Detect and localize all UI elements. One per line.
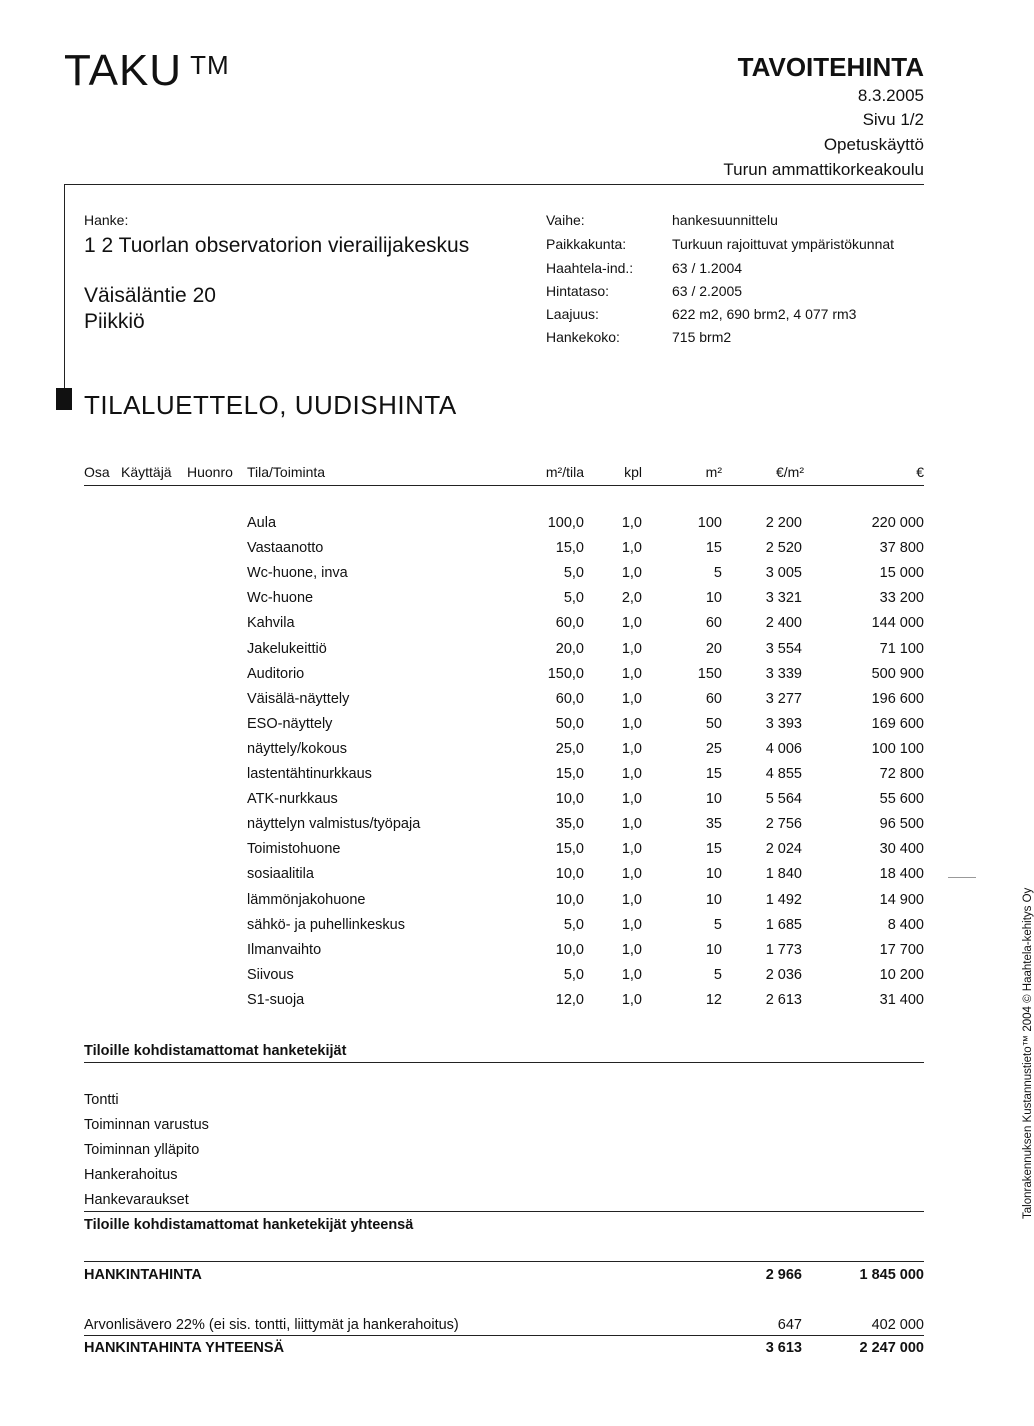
space-name: Wc-huone <box>247 590 314 606</box>
space-eur: 31 400 <box>879 992 924 1008</box>
space-name: lastentähtinurkkaus <box>247 766 372 782</box>
table-header-rule <box>84 485 924 486</box>
document-title: TAVOITEHINTA <box>737 52 924 82</box>
space-eur: 55 600 <box>879 791 924 807</box>
space-name: sähkö- ja puhellinkeskus <box>247 917 405 933</box>
space-m2: 150 <box>697 666 722 682</box>
unallocated-item: Hankerahoitus <box>84 1167 178 1183</box>
space-count: 1,0 <box>621 892 642 908</box>
space-m2-per-space: 60,0 <box>555 691 584 707</box>
space-count: 1,0 <box>621 841 642 857</box>
hankintahinta-eur: 1 845 000 <box>859 1267 924 1283</box>
space-eur-per-m2: 2 613 <box>765 992 802 1008</box>
meta-value-index: 63 / 1.2004 <box>672 260 743 276</box>
space-eur: 71 100 <box>879 641 924 657</box>
header-divider <box>64 184 924 185</box>
space-count: 1,0 <box>621 540 642 556</box>
space-eur-per-m2: 2 036 <box>765 967 802 983</box>
meta-value-extent: 622 m2, 690 brm2, 4 077 rm3 <box>672 306 857 322</box>
space-m2-per-space: 5,0 <box>563 590 584 606</box>
col-room-number: Huonro <box>187 464 233 480</box>
space-eur: 72 800 <box>879 766 924 782</box>
space-m2: 10 <box>705 791 722 807</box>
space-m2: 10 <box>705 942 722 958</box>
project-address: Väisäläntie 20 <box>84 284 216 307</box>
space-eur-per-m2: 3 339 <box>765 666 802 682</box>
space-name: S1-suoja <box>247 992 305 1008</box>
space-m2: 5 <box>713 565 722 581</box>
space-name: Siivous <box>247 967 294 983</box>
space-m2: 10 <box>705 866 722 882</box>
space-eur: 100 100 <box>871 741 924 757</box>
space-name: Ilmanvaihto <box>247 942 322 958</box>
space-name: ATK-nurkkaus <box>247 791 338 807</box>
space-count: 1,0 <box>621 942 642 958</box>
space-name: Auditorio <box>247 666 305 682</box>
space-m2-per-space: 10,0 <box>555 866 584 882</box>
space-eur-per-m2: 3 321 <box>765 590 802 606</box>
col-space: Tila/Toiminta <box>247 464 326 480</box>
col-osa: Osa <box>84 464 110 480</box>
logo-trademark: TM <box>190 50 230 80</box>
space-eur: 196 600 <box>871 691 924 707</box>
grand-total-eur: 2 247 000 <box>859 1340 924 1356</box>
space-count: 2,0 <box>621 590 642 606</box>
space-m2: 100 <box>697 515 722 531</box>
space-count: 1,0 <box>621 741 642 757</box>
space-m2-per-space: 50,0 <box>555 716 584 732</box>
section-title: TILALUETTELO, UUDISHINTA <box>84 390 457 420</box>
meta-value-price-level: 63 / 2.2005 <box>672 283 743 299</box>
space-eur: 17 700 <box>879 942 924 958</box>
space-m2-per-space: 15,0 <box>555 540 584 556</box>
space-eur-per-m2: 1 773 <box>765 942 802 958</box>
space-name: Aula <box>247 515 277 531</box>
meta-value-size: 715 brm2 <box>672 329 732 345</box>
unallocated-item: Hankevaraukset <box>84 1192 189 1208</box>
meta-value-phase: hankesuunnittelu <box>672 212 778 228</box>
space-eur-per-m2: 2 024 <box>765 841 802 857</box>
space-m2: 15 <box>705 540 722 556</box>
space-eur-per-m2: 3 554 <box>765 641 802 657</box>
left-frame-line <box>64 184 65 394</box>
space-count: 1,0 <box>621 766 642 782</box>
grand-total-eur-m2: 3 613 <box>765 1340 802 1356</box>
space-eur: 500 900 <box>871 666 924 682</box>
space-eur-per-m2: 1 492 <box>765 892 802 908</box>
section-marker <box>56 388 72 410</box>
space-m2: 5 <box>713 967 722 983</box>
space-name: Jakelukeittiö <box>247 641 327 657</box>
space-m2: 20 <box>705 641 722 657</box>
meta-label-phase: Vaihe: <box>546 212 585 228</box>
space-eur: 30 400 <box>879 841 924 857</box>
col-m2: m² <box>705 464 722 480</box>
space-m2-per-space: 10,0 <box>555 892 584 908</box>
space-eur-per-m2: 2 520 <box>765 540 802 556</box>
usage-note: Opetuskäyttö <box>823 135 924 154</box>
space-count: 1,0 <box>621 641 642 657</box>
grand-total-label: HANKINTAHINTA YHTEENSÄ <box>84 1340 285 1356</box>
space-eur-per-m2: 1 840 <box>765 866 802 882</box>
meta-label-location: Paikkakunta: <box>546 236 627 252</box>
space-eur: 15 000 <box>879 565 924 581</box>
space-m2: 25 <box>705 741 722 757</box>
hankintahinta-label: HANKINTAHINTA <box>84 1267 202 1283</box>
unallocated-item: Tontti <box>84 1092 119 1108</box>
hankintahinta-rule <box>84 1261 924 1262</box>
space-eur: 96 500 <box>879 816 924 832</box>
space-eur: 37 800 <box>879 540 924 556</box>
space-count: 1,0 <box>621 866 642 882</box>
space-m2-per-space: 20,0 <box>555 641 584 657</box>
space-count: 1,0 <box>621 691 642 707</box>
space-eur: 33 200 <box>879 590 924 606</box>
space-m2: 10 <box>705 892 722 908</box>
space-eur-per-m2: 1 685 <box>765 917 802 933</box>
grand-total-rule <box>84 1335 924 1336</box>
organization: Turun ammattikorkeakoulu <box>723 160 924 179</box>
meta-label-size: Hankekoko: <box>546 329 620 345</box>
space-eur: 14 900 <box>879 892 924 908</box>
space-eur: 10 200 <box>879 967 924 983</box>
space-m2-per-space: 150,0 <box>547 666 584 682</box>
col-user: Käyttäjä <box>121 464 172 480</box>
space-m2: 15 <box>705 841 722 857</box>
space-eur-per-m2: 3 005 <box>765 565 802 581</box>
space-count: 1,0 <box>621 992 642 1008</box>
document-date: 8.3.2005 <box>857 86 924 105</box>
space-name: Vastaanotto <box>247 540 324 556</box>
project-name: 1 2 Tuorlan observatorion vierailijakeskus <box>84 234 470 257</box>
space-m2-per-space: 5,0 <box>563 565 584 581</box>
space-eur-per-m2: 4 855 <box>765 766 802 782</box>
space-name: näyttely/kokous <box>247 741 347 757</box>
vat-eur: 402 000 <box>871 1317 924 1333</box>
page-number: Sivu 1/2 <box>862 110 924 129</box>
space-eur: 144 000 <box>871 615 924 631</box>
space-eur-per-m2: 2 400 <box>765 615 802 631</box>
space-count: 1,0 <box>621 716 642 732</box>
logo-text: TAKU <box>64 46 183 95</box>
space-eur-per-m2: 3 277 <box>765 691 802 707</box>
space-count: 1,0 <box>621 615 642 631</box>
copyright-side-note: Talonrakennuksen Kustannustieto™ 2004 © Haahtela-kehitys Oy <box>1022 887 1034 1219</box>
space-name: näyttelyn valmistus/työpaja <box>247 816 421 832</box>
space-count: 1,0 <box>621 816 642 832</box>
col-eur-per-m2: €/m² <box>776 464 804 480</box>
col-eur: € <box>916 464 924 480</box>
space-m2-per-space: 15,0 <box>555 766 584 782</box>
unallocated-item: Toiminnan ylläpito <box>84 1142 200 1158</box>
meta-label-price-level: Hintataso: <box>546 283 610 299</box>
space-m2-per-space: 5,0 <box>563 917 584 933</box>
space-name: Kahvila <box>247 615 295 631</box>
meta-label-index: Haahtela-ind.: <box>546 260 634 276</box>
margin-mark <box>948 877 976 878</box>
space-name: sosiaalitila <box>247 866 314 882</box>
space-m2: 5 <box>713 917 722 933</box>
space-eur-per-m2: 5 564 <box>765 791 802 807</box>
space-m2: 15 <box>705 766 722 782</box>
space-name: Wc-huone, inva <box>247 565 348 581</box>
project-label: Hanke: <box>84 212 129 228</box>
space-m2: 35 <box>705 816 722 832</box>
space-m2-per-space: 10,0 <box>555 791 584 807</box>
space-m2: 12 <box>705 992 722 1008</box>
space-count: 1,0 <box>621 967 642 983</box>
space-eur-per-m2: 2 200 <box>765 515 802 531</box>
space-m2-per-space: 10,0 <box>555 942 584 958</box>
space-m2-per-space: 5,0 <box>563 967 584 983</box>
unallocated-heading: Tiloille kohdistamattomat hanketekijät <box>84 1043 347 1059</box>
vat-label: Arvonlisävero 22% (ei sis. tontti, liittymät ja hankerahoitus) <box>84 1317 459 1333</box>
project-city: Piikkiö <box>84 310 145 333</box>
space-m2-per-space: 100,0 <box>547 515 584 531</box>
space-m2-per-space: 60,0 <box>555 615 584 631</box>
space-name: lämmönjakohuone <box>247 892 366 908</box>
space-eur: 220 000 <box>871 515 924 531</box>
space-eur: 8 400 <box>887 917 924 933</box>
space-m2: 10 <box>705 590 722 606</box>
space-m2: 50 <box>705 716 722 732</box>
unallocated-item: Toiminnan varustus <box>84 1117 209 1133</box>
unallocated-total-rule <box>84 1211 924 1212</box>
col-m2-per-space: m²/tila <box>545 464 584 480</box>
space-m2: 60 <box>705 615 722 631</box>
space-m2-per-space: 25,0 <box>555 741 584 757</box>
space-eur: 18 400 <box>879 866 924 882</box>
space-count: 1,0 <box>621 791 642 807</box>
space-eur-per-m2: 3 393 <box>765 716 802 732</box>
unallocated-total-label: Tiloille kohdistamattomat hanketekijät yhteensä <box>84 1217 414 1233</box>
space-m2: 60 <box>705 691 722 707</box>
space-m2-per-space: 15,0 <box>555 841 584 857</box>
col-count: kpl <box>624 464 642 480</box>
space-m2-per-space: 12,0 <box>555 992 584 1008</box>
space-eur-per-m2: 2 756 <box>765 816 802 832</box>
space-count: 1,0 <box>621 515 642 531</box>
space-m2-per-space: 35,0 <box>555 816 584 832</box>
space-name: Väisälä-näyttely <box>247 691 350 707</box>
space-count: 1,0 <box>621 917 642 933</box>
space-count: 1,0 <box>621 565 642 581</box>
space-name: Toimistohuone <box>247 841 341 857</box>
space-eur: 169 600 <box>871 716 924 732</box>
meta-value-location: Turkuun rajoittuvat ympäristökunnat <box>672 236 895 252</box>
space-count: 1,0 <box>621 666 642 682</box>
taku-logo <box>64 46 230 96</box>
meta-label-extent: Laajuus: <box>546 306 599 322</box>
unallocated-rule <box>84 1062 924 1063</box>
space-name: ESO-näyttely <box>247 716 333 732</box>
hankintahinta-eur-m2: 2 966 <box>765 1267 802 1283</box>
space-eur-per-m2: 4 006 <box>765 741 802 757</box>
vat-eur-m2: 647 <box>777 1317 802 1333</box>
